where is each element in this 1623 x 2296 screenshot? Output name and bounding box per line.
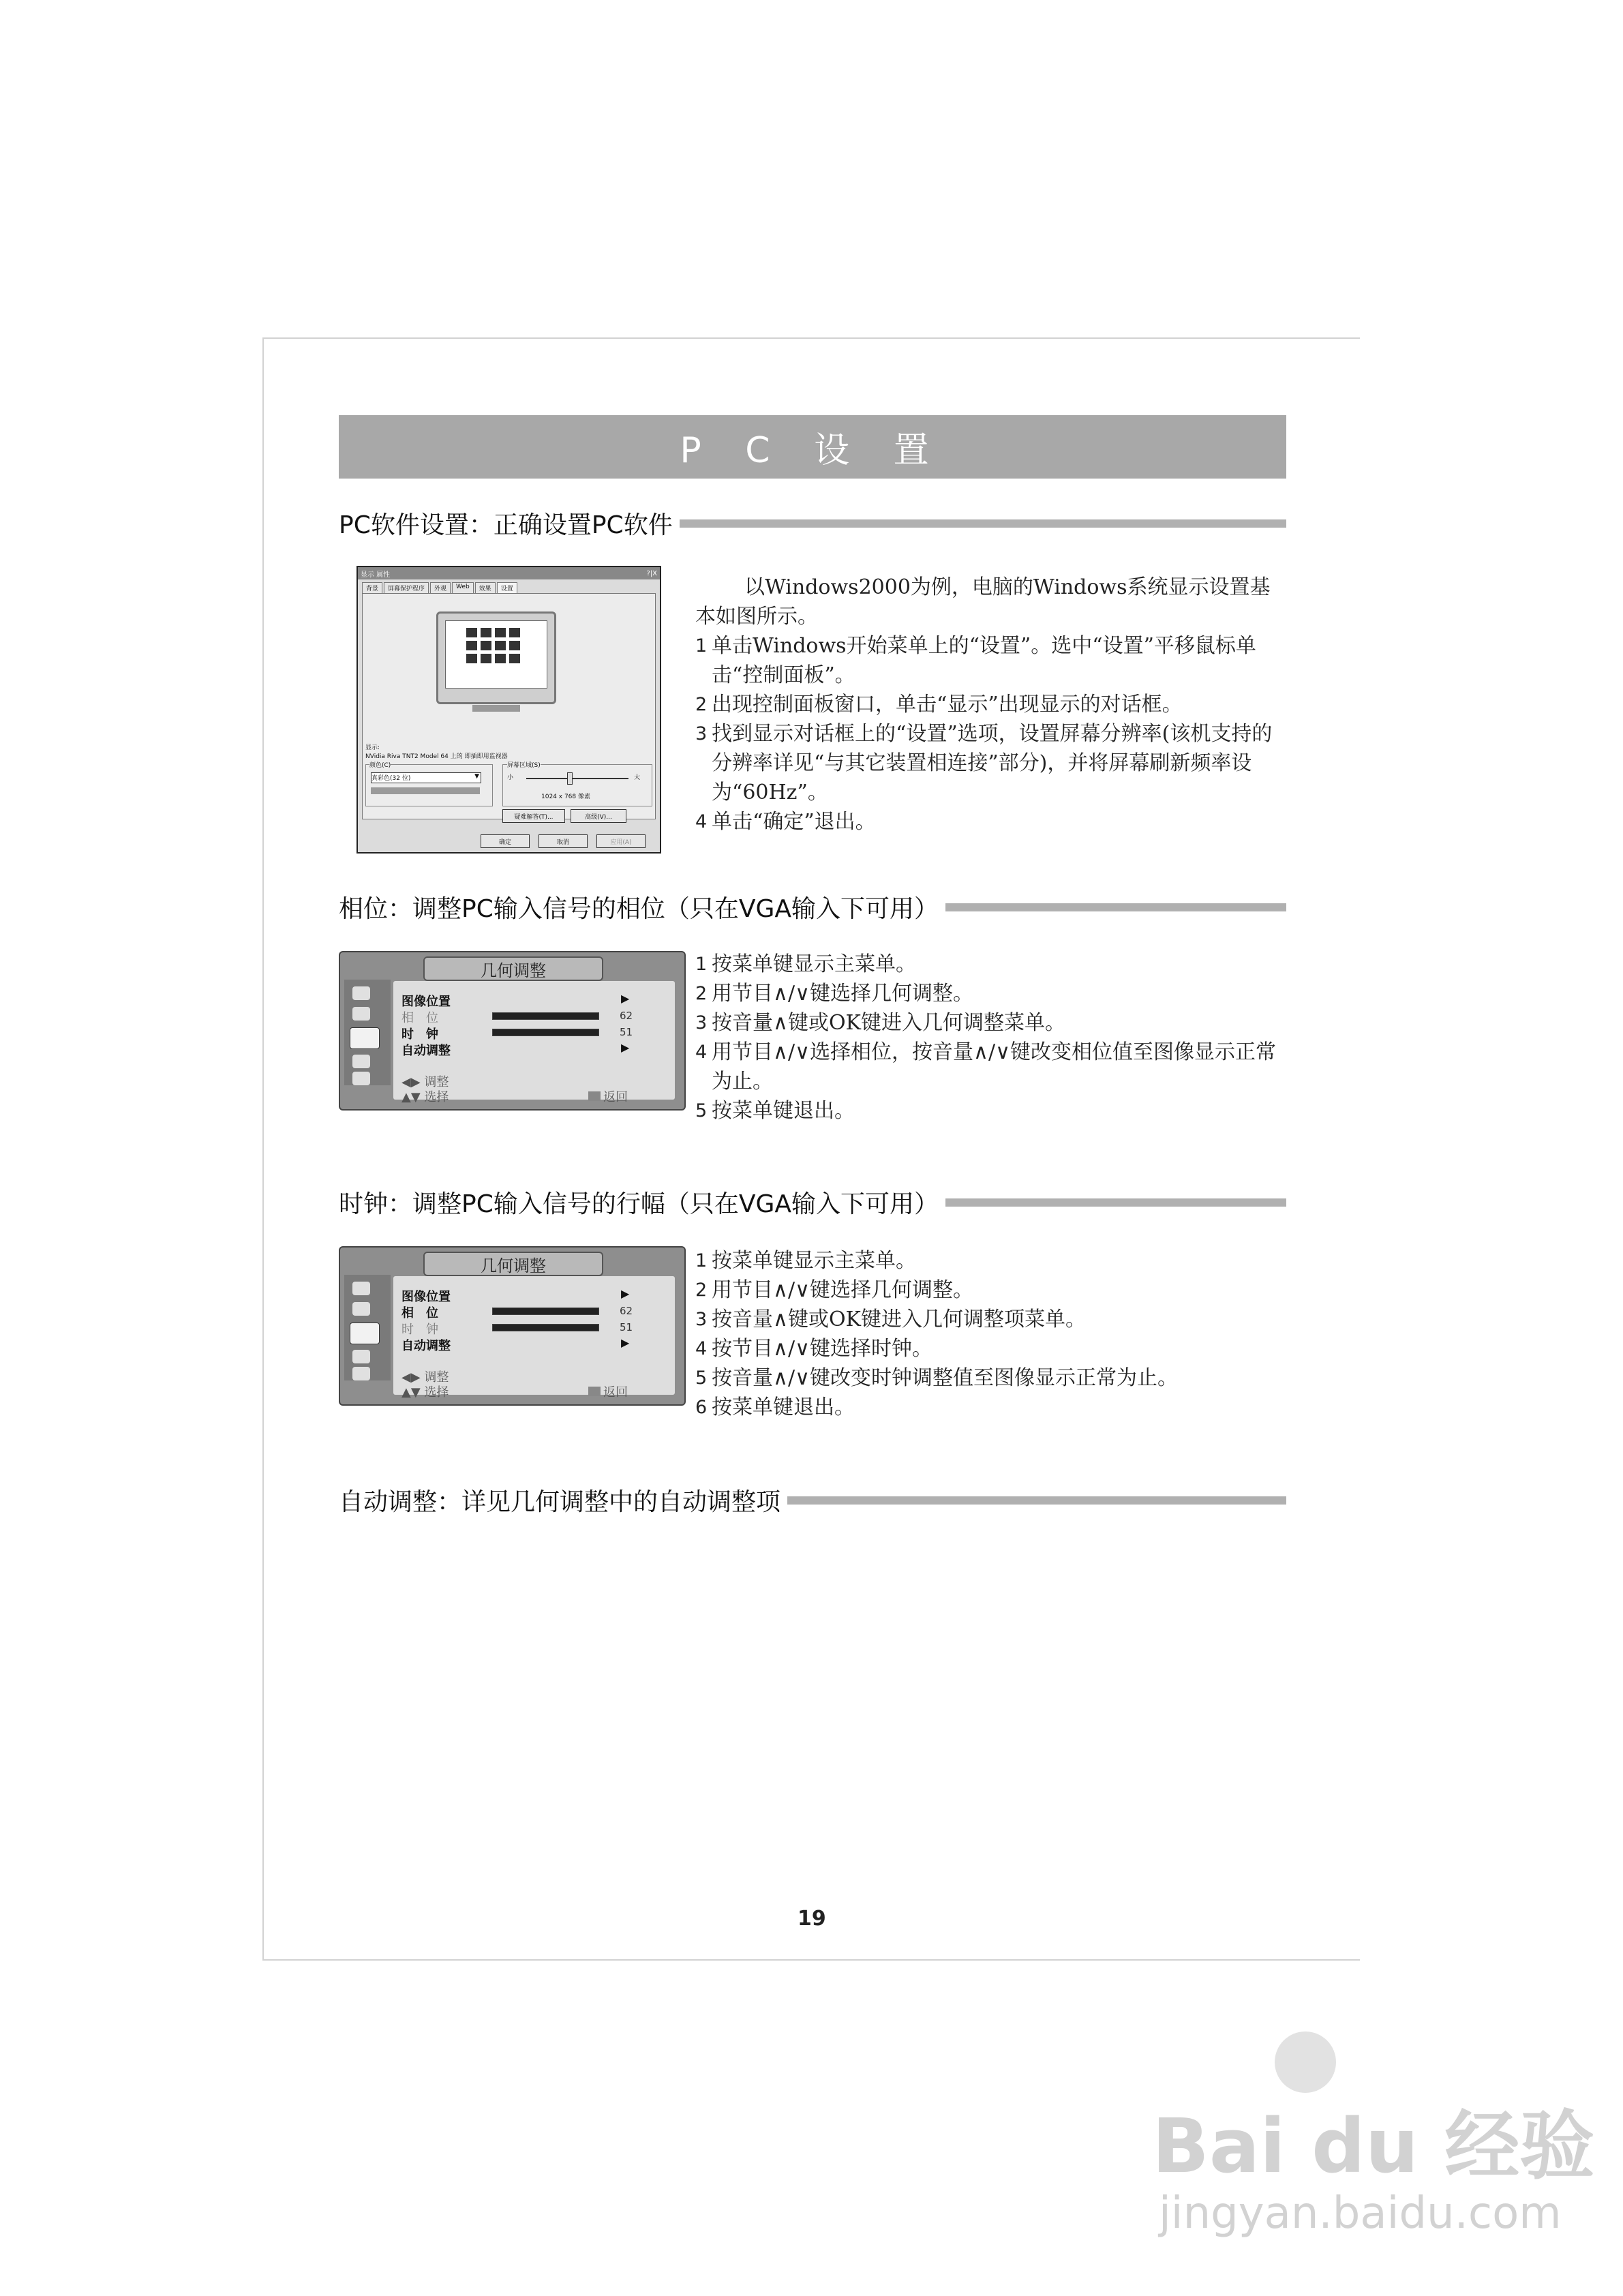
osd-icon-column [344,980,391,1085]
geometry-icon [350,1027,380,1049]
osd-title: 几何调整 [423,956,603,981]
list-item [695,979,1286,1008]
dialog-caption [358,567,660,579]
back-label [588,1383,628,1400]
section-heading-text: PC软件设置：正确设置PC软件 [339,511,673,539]
item-text: 单击Windows开始菜单上的“设置”。选中“设置”平移鼠标单击“控制面板”。 [712,634,1256,687]
function-icon [352,1350,370,1363]
item-text: 用节目∧/∨选择相位，按音量∧/∨键改变相位值至图像显示正常为止。 [712,1040,1277,1093]
area-max-label: 大 [634,774,641,781]
item-number: 4 [695,1338,708,1359]
tab-background[interactable]: 背景 [362,582,382,593]
menu-key-icon [588,1387,601,1396]
colors-label: 颜色(C) [369,760,391,769]
item-number: 3 [695,723,708,744]
phase-bar [492,1012,599,1020]
advanced-button[interactable]: 高级(V)... [571,809,626,823]
colors-select[interactable] [371,772,481,783]
chevron-down-icon: ▼ [474,773,479,780]
bottom-border [262,1959,1360,1961]
menu-key-icon [588,1091,601,1101]
item-text: 出现控制面板窗口，单击“显示”出现显示的对话框。 [712,693,1183,716]
troubleshoot-button[interactable]: 疑难解答(T)... [502,809,565,823]
item-number: 1 [695,635,708,656]
tab-web[interactable]: Web [452,582,474,593]
list-item [695,1363,1286,1393]
arrow-right-icon: ▶ [621,1336,630,1349]
back-text: 返回 [603,1090,628,1104]
picture-icon [352,986,370,1000]
osd-row-auto-adjust[interactable]: 自动调整 [401,1044,451,1058]
hint-select: ▲▼ 选择 [401,1385,449,1400]
hint-adjust: ◀▶ 调整 [401,1075,449,1089]
osd-row-image-position[interactable]: 图像位置 [401,995,451,1009]
sound-icon [352,1302,370,1316]
watermark-logo-text: Bai du 经验 [1152,2102,1595,2190]
area-value: 1024 x 768 像素 [541,794,590,800]
list-item [695,1008,1286,1038]
osd-row-phase[interactable]: 相 位 [401,1011,438,1025]
osd-row-image-position[interactable]: 图像位置 [401,1290,451,1304]
heading-rule [680,519,1286,528]
item-text: 按节目∧/∨键选择时钟。 [712,1337,933,1361]
area-slider-track [526,778,628,779]
display-properties-dialog [357,566,661,854]
list-item [695,1334,1286,1363]
item-number: 3 [695,1309,708,1330]
item-text: 用节目∧/∨键选择几何调整。 [712,1278,974,1302]
colors-group [365,764,493,806]
desktop-icons [466,628,520,663]
item-number: 1 [695,1250,708,1271]
osd-body [393,1276,675,1400]
clock-instructions [695,1246,1286,1422]
function-icon [352,1055,370,1068]
osd-menu-phase [339,951,686,1111]
phase-instructions [695,950,1286,1126]
list-item [695,1275,1286,1305]
channel-icon [352,1367,370,1380]
ok-button[interactable]: 确定 [481,834,530,848]
tab-effects[interactable]: 效果 [475,582,496,593]
geometry-icon [350,1323,380,1344]
area-min-label: 小 [507,774,514,781]
monitor-preview-icon [436,611,556,704]
section-heading-text: 时钟：调整PC输入信号的行幅（只在VGA输入下可用） [339,1190,939,1218]
item-number: 2 [695,983,708,1004]
colors-select-value: 真彩色(32 位) [371,775,411,782]
osd-menu-clock [339,1246,686,1406]
clock-value: 51 [620,1026,633,1038]
dialog-title: 显示 属性 [361,571,391,579]
tab-settings[interactable]: 设置 [497,582,517,593]
arrow-right-icon: ▶ [621,992,630,1005]
display-label: 显示: [365,744,380,751]
list-item [695,1393,1286,1422]
item-text: 按音量∧键或OK键进入几何调整菜单。 [712,1011,1065,1035]
osd-row-auto-adjust[interactable]: 自动调整 [401,1339,451,1353]
arrow-right-icon: ▶ [621,1287,630,1300]
apply-button[interactable]: 应用(A) [596,834,646,848]
arrow-right-icon: ▶ [621,1041,630,1054]
osd-row-clock[interactable]: 时 钟 [401,1027,438,1042]
channel-icon [352,1072,370,1085]
osd-row-phase[interactable]: 相 位 [401,1306,438,1320]
section-heading-software [339,506,1286,541]
list-item [695,690,1286,719]
software-intro: 以Windows2000为例，电脑的Windows系统显示设置基本如图所示。 [695,575,1271,629]
list-item [695,1305,1286,1334]
item-number: 2 [695,1280,708,1301]
watermark-brand [1152,2086,1594,2194]
list-item [695,1096,1286,1126]
paw-icon [1275,2031,1336,2093]
section-heading-phase [339,890,1286,924]
osd-row-clock[interactable]: 时 钟 [401,1323,438,1337]
item-number: 5 [695,1100,708,1121]
tab-appearance[interactable]: 外观 [430,582,451,593]
clock-bar [492,1029,599,1036]
settings-panel [362,593,656,819]
item-number: 4 [695,811,708,832]
item-number: 3 [695,1012,708,1033]
list-item [695,950,1286,979]
item-text: 用节目∧/∨键选择几何调整。 [712,982,974,1006]
sound-icon [352,1007,370,1021]
page-title: P C 设 置 [339,415,1286,479]
page-number: 19 [798,1907,826,1931]
back-label [588,1087,628,1105]
monitor-stand [472,705,520,712]
tab-screensaver[interactable]: 屏幕保护程序 [384,582,429,593]
picture-icon [352,1282,370,1295]
item-number: 1 [695,954,708,975]
osd-body [393,981,675,1104]
list-item [695,1038,1286,1096]
item-text: 按音量∧键或OK键进入几何调整项菜单。 [712,1308,1086,1331]
list-item [695,719,1286,807]
cancel-button[interactable]: 取消 [539,834,588,848]
osd-title: 几何调整 [423,1252,603,1276]
screen-area-label: 屏幕区域(S) [507,760,541,769]
watermark-url: jingyan.baidu.com [1159,2188,1562,2239]
item-text: 按菜单键显示主菜单。 [712,1249,916,1273]
heading-rule [945,1198,1286,1207]
back-text: 返回 [603,1385,628,1400]
dialog-caption-buttons[interactable]: ?|X [646,569,657,577]
item-text: 按音量∧/∨键改变时钟调整值至图像显示正常为止。 [712,1366,1179,1390]
heading-rule [787,1496,1286,1505]
item-text: 按菜单键显示主菜单。 [712,952,916,976]
item-number: 2 [695,694,708,715]
section-heading-auto [339,1483,1286,1517]
phase-bar [492,1308,599,1315]
left-border [262,337,264,1960]
monitor-screen [445,620,547,689]
clock-value: 51 [620,1321,633,1333]
heading-rule [945,903,1286,911]
item-text: 按菜单键退出。 [712,1395,855,1419]
section-heading-clock [339,1185,1286,1220]
item-text: 找到显示对话框上的“设置”选项，设置屏幕分辨率(该机支持的分辨率详见“与其它装置相连接”部分)，并将屏幕刷新频率设为“60Hz”。 [712,722,1273,804]
phase-value: 62 [620,1010,633,1022]
osd-icon-column [344,1275,391,1380]
item-number: 4 [695,1042,708,1063]
item-number: 5 [695,1368,708,1389]
section-heading-text: 相位：调整PC输入信号的相位（只在VGA输入下可用） [339,895,939,923]
list-item [695,631,1286,690]
software-instructions [695,573,1286,836]
phase-value: 62 [620,1305,633,1317]
list-item [695,1246,1286,1275]
hint-select: ▲▼ 选择 [401,1090,449,1104]
color-sample-bar [371,787,480,794]
top-border [262,337,1360,339]
clock-bar [492,1324,599,1331]
display-value: NVidia Riva TNT2 Model 64 上的 即插即用监视器 [365,753,508,760]
item-text: 单击“确定”退出。 [712,810,876,834]
area-slider-thumb[interactable] [567,772,573,785]
hint-adjust: ◀▶ 调整 [401,1370,449,1385]
item-number: 6 [695,1397,708,1418]
item-text: 按菜单键退出。 [712,1099,855,1123]
dialog-tabs [358,579,660,593]
section-heading-text: 自动调整：详见几何调整中的自动调整项 [339,1488,781,1516]
list-item [695,807,1286,836]
